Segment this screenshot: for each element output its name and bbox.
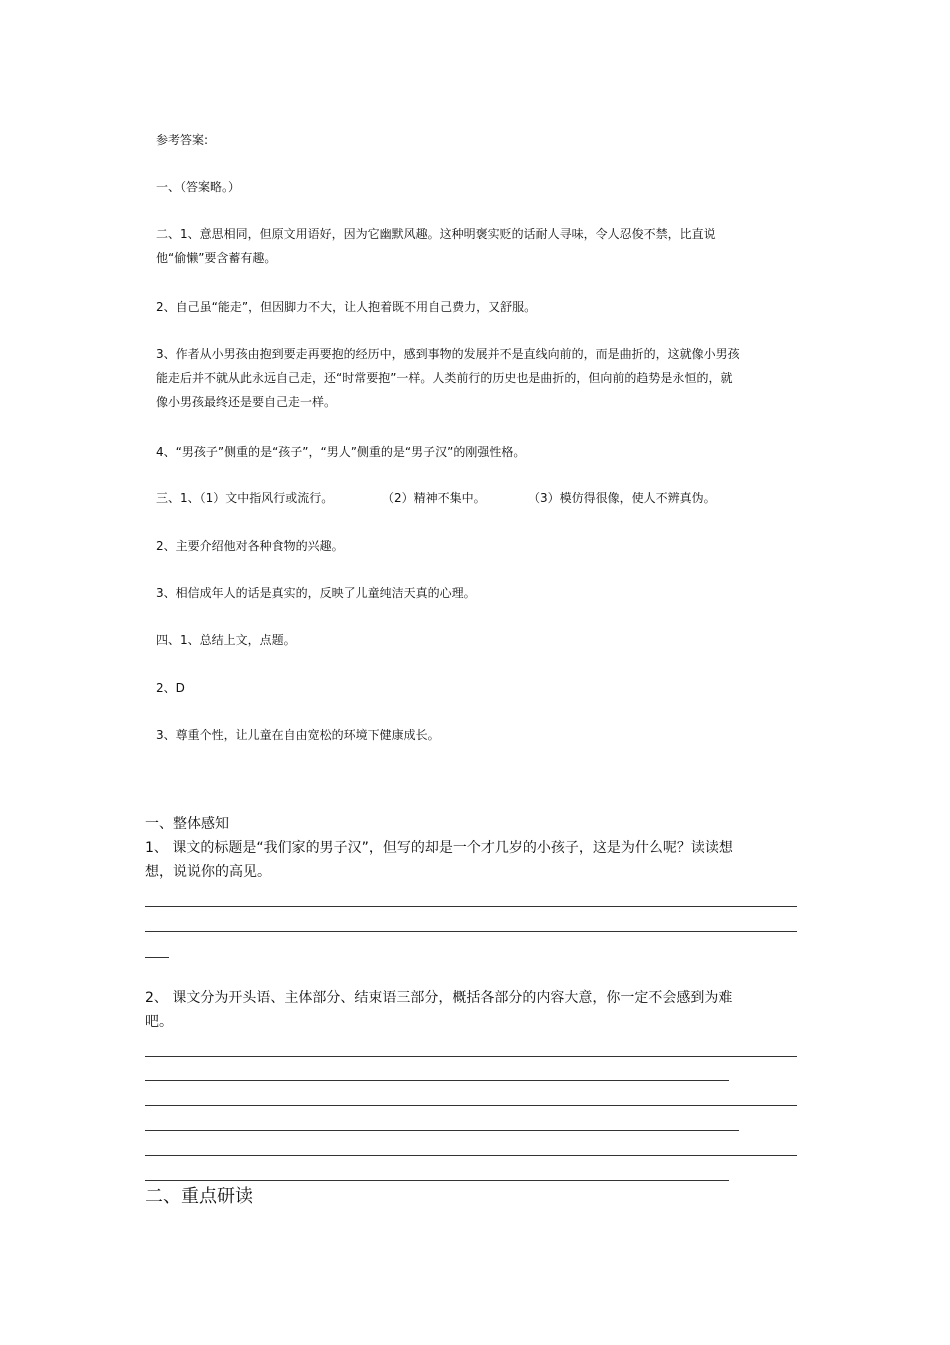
answer-2-1: 二、1、意思相同，但原文用语好，因为它幽默风趣。这种明褒实贬的话耐人寻味，令人忍俊不禁，比直说他“偷懒”要含蓄有趣。 [156,227,716,265]
answer-2-4: 4、“男孩子”侧重的是“孩子”，“男人”侧重的是“男子汉”的刚强性格。 [156,445,526,459]
answer-line [145,1105,797,1106]
section-title-key-reading: 二、重点研读 [145,1186,253,1207]
answer-key-header: 参考答案: [156,133,209,147]
answer-3-3: 3、相信成年人的话是真实的，反映了儿童纯洁天真的心理。 [156,586,476,600]
answer-line [145,1130,739,1131]
answer-2-2: 2、自己虽“能走”，但因脚力不大，让人抱着既不用自己费力，又舒服。 [156,300,537,314]
answer-line [145,1080,729,1081]
answer-2-3: 3、作者从小男孩由抱到要走再要抱的经历中，感到事物的发展并不是直线向前的，而是曲折的，这就像小男孩能走后并不就从此永远自己走，还“时常要抱”一样。人类前行的历史也是曲折的，但向前的趋势是永恒的，就像小男孩最终还是要自己走一样。 [156,347,740,409]
answer-line [145,957,169,958]
answer-line [145,906,797,907]
answer-4-1: 四、1、总结上文，点题。 [156,633,296,647]
answer-line [145,1056,797,1057]
answer-3-2: 2、主要介绍他对各种食物的兴趣。 [156,539,344,553]
answer-3-1-part-2: （2）精神不集中。 [382,491,486,505]
question-1: 1、 课文的标题是“我们家的男子汉”，但写的却是一个才几岁的小孩子，这是为什么呢？读读想想，说说你的高见。 [145,840,733,880]
answer-4-2: 2、D [156,681,185,695]
answer-3-1 [156,486,756,510]
section-title-overall: 一、整体感知 [145,816,229,832]
answer-line [145,1180,729,1181]
answer-line [145,1155,797,1156]
answer-line [145,931,797,932]
answer-3-1-part-1: 三、1、（1）文中指风行或流行。 [156,491,334,505]
question-2: 2、 课文分为开头语、主体部分、结束语三部分，概括各部分的内容大意，你一定不会感到为难吧。 [145,990,733,1030]
answer-3-1-part-3: （3）模仿得很像，使人不辨真伪。 [528,491,716,505]
answer-section-1: 一、（答案略。） [156,180,241,194]
answer-4-3: 3、尊重个性，让儿童在自由宽松的环境下健康成长。 [156,728,440,742]
